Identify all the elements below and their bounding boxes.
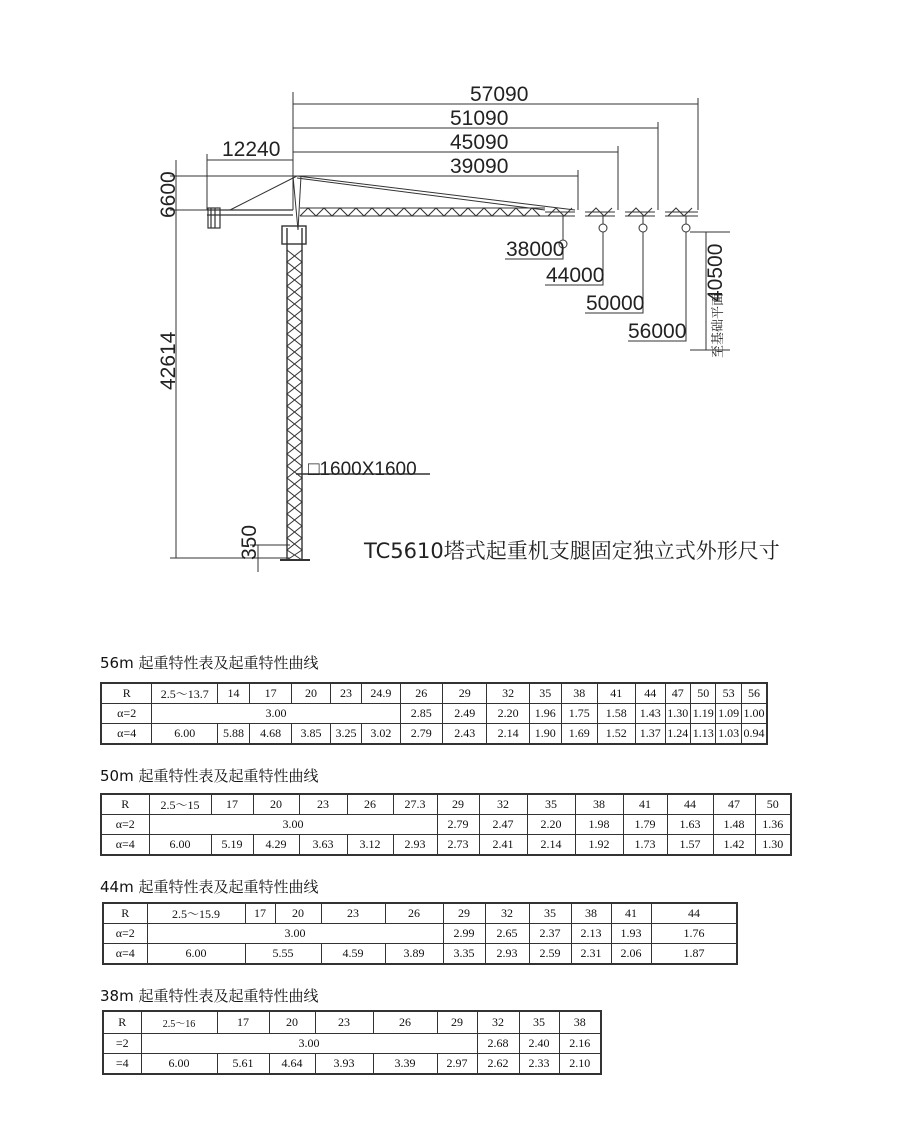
table-cell: 2.5～13.7: [152, 683, 218, 704]
table-cell: 5.55: [245, 944, 321, 965]
table-cell: 26: [400, 683, 442, 704]
table-cell: 3.93: [315, 1054, 373, 1075]
table-cell: 2.49: [442, 704, 487, 724]
table-cell: 2.85: [400, 704, 442, 724]
table-cell: α=2: [101, 704, 152, 724]
table-cell: 1.00: [741, 704, 767, 724]
table-cell: α=2: [101, 815, 149, 835]
table-cell: 2.20: [487, 704, 529, 724]
table-cell-merged: 3.00: [149, 815, 437, 835]
table-cell: 1.58: [597, 704, 635, 724]
dim-39090: 39090: [450, 155, 509, 178]
table-cell: 29: [442, 683, 487, 704]
table-cell: 4.59: [321, 944, 385, 965]
table-row: [101, 835, 791, 856]
table-cell: 3.12: [347, 835, 393, 856]
table-cell: 2.5～15: [149, 794, 211, 815]
table-cell: α=4: [101, 724, 152, 745]
table-cell: 1.30: [665, 704, 690, 724]
table-cell: 20: [253, 794, 299, 815]
table-cell-merged: 3.00: [141, 1034, 477, 1054]
table-cell: 17: [245, 903, 275, 924]
table-cell: 2.20: [527, 815, 575, 835]
table-cell: 26: [385, 903, 443, 924]
table-cell: 5.61: [217, 1054, 269, 1075]
dim-40500: 40500: [704, 243, 727, 302]
table-cell: 44: [635, 683, 665, 704]
table-cell: 29: [437, 1011, 477, 1034]
table-cell: 1.37: [635, 724, 665, 745]
table-cell: 1.69: [561, 724, 597, 745]
table-cell: 1.09: [716, 704, 741, 724]
table-cell: 2.43: [442, 724, 487, 745]
dim-56000: 56000: [628, 320, 687, 343]
table-cell: R: [103, 903, 147, 924]
table-cell: 14: [218, 683, 250, 704]
load-table-56m: [100, 682, 768, 745]
table-cell: 38: [559, 1011, 601, 1034]
table-row: [103, 1034, 601, 1054]
table-cell: 2.93: [393, 835, 437, 856]
table-cell: 4.29: [253, 835, 299, 856]
table-cell: 3.89: [385, 944, 443, 965]
table-cell: 2.65: [485, 924, 529, 944]
table-cell: 50: [755, 794, 791, 815]
table-cell: 41: [597, 683, 635, 704]
table-cell: 1.93: [611, 924, 651, 944]
table-cell: 3.63: [299, 835, 347, 856]
table-cell: 44: [667, 794, 713, 815]
table-cell: 5.88: [218, 724, 250, 745]
table-cell: 32: [477, 1011, 519, 1034]
load-table-44m: [102, 902, 738, 965]
dim-350: 350: [238, 524, 261, 560]
table-cell: 2.13: [571, 924, 611, 944]
table-cell: R: [101, 794, 149, 815]
table-cell: 1.73: [623, 835, 667, 856]
table-row: [103, 1054, 601, 1075]
table-cell: 17: [249, 683, 291, 704]
table-cell: 27.3: [393, 794, 437, 815]
table-cell: 1.96: [529, 704, 561, 724]
table-cell: 3.85: [292, 724, 330, 745]
table-cell: 2.97: [437, 1054, 477, 1075]
table-cell: 2.59: [529, 944, 571, 965]
dim-6600: 6600: [157, 171, 180, 218]
table-cell: 2.14: [527, 835, 575, 856]
table-cell: 17: [211, 794, 253, 815]
dim-51090: 51090: [450, 107, 509, 130]
table-cell-merged: 3.00: [147, 924, 443, 944]
table-cell: 1.75: [561, 704, 597, 724]
table-cell: R: [101, 683, 152, 704]
table-cell: 1.30: [755, 835, 791, 856]
dim-12240: 12240: [222, 138, 281, 161]
table-row: [103, 903, 737, 924]
table-50m-title: 50m 起重特性表及起重特性曲线: [100, 767, 319, 785]
table-row: [103, 1011, 601, 1034]
table-cell: 1.79: [623, 815, 667, 835]
table-cell: 20: [275, 903, 321, 924]
table-cell: 38: [575, 794, 623, 815]
table-cell: 35: [527, 794, 575, 815]
table-cell: α=2: [103, 924, 147, 944]
table-cell: 2.5～15.9: [147, 903, 245, 924]
table-cell: 32: [485, 903, 529, 924]
table-row: [103, 924, 737, 944]
table-cell: 6.00: [147, 944, 245, 965]
table-cell: =2: [103, 1034, 141, 1054]
table-cell: 1.13: [691, 724, 716, 745]
table-cell: 20: [269, 1011, 315, 1034]
table-cell: 2.47: [479, 815, 527, 835]
table-cell: 2.40: [519, 1034, 559, 1054]
table-cell: 2.06: [611, 944, 651, 965]
table-cell: R: [103, 1011, 141, 1034]
dim-right-label: 至基础平面: [711, 292, 726, 358]
table-cell: 4.64: [269, 1054, 315, 1075]
table-cell: 32: [487, 683, 529, 704]
table-cell: 2.79: [400, 724, 442, 745]
table-cell: 2.16: [559, 1034, 601, 1054]
table-cell: 23: [315, 1011, 373, 1034]
table-cell: 2.93: [485, 944, 529, 965]
table-cell: 44: [651, 903, 737, 924]
table-cell: 2.62: [477, 1054, 519, 1075]
table-cell: 56: [741, 683, 767, 704]
table-cell: 1.24: [665, 724, 690, 745]
table-cell: 1.36: [755, 815, 791, 835]
table-cell: 1.90: [529, 724, 561, 745]
table-cell: 47: [665, 683, 690, 704]
dim-base-section: □1600X1600: [308, 459, 417, 480]
table-cell: 2.68: [477, 1034, 519, 1054]
table-cell: 29: [437, 794, 479, 815]
table-row: [103, 944, 737, 965]
table-cell: 23: [299, 794, 347, 815]
dim-57090: 57090: [470, 83, 529, 106]
table-cell: 1.19: [691, 704, 716, 724]
table-cell: 5.19: [211, 835, 253, 856]
table-cell: 2.73: [437, 835, 479, 856]
dim-45090: 45090: [450, 131, 509, 154]
table-cell: 2.5～16: [141, 1011, 217, 1034]
table-cell: 1.43: [635, 704, 665, 724]
dim-50000: 50000: [586, 292, 645, 315]
load-table-50m: [100, 793, 792, 856]
table-cell: 1.52: [597, 724, 635, 745]
table-cell: 3.39: [373, 1054, 437, 1075]
table-cell: 29: [443, 903, 485, 924]
table-cell: 1.98: [575, 815, 623, 835]
table-cell: 2.99: [443, 924, 485, 944]
table-cell: 2.14: [487, 724, 529, 745]
table-cell: 6.00: [152, 724, 218, 745]
table-cell: α=4: [103, 944, 147, 965]
table-cell: 1.57: [667, 835, 713, 856]
table-cell: 2.10: [559, 1054, 601, 1075]
table-row: [101, 683, 767, 704]
table-cell: 2.79: [437, 815, 479, 835]
table-cell: 0.94: [741, 724, 767, 745]
table-cell: 2.37: [529, 924, 571, 944]
table-cell: 23: [321, 903, 385, 924]
table-cell: 50: [691, 683, 716, 704]
table-56m-title: 56m 起重特性表及起重特性曲线: [100, 654, 319, 672]
load-table-38m: [102, 1010, 602, 1075]
dim-44000: 44000: [546, 264, 605, 287]
table-cell: 1.63: [667, 815, 713, 835]
table-cell: 1.42: [713, 835, 755, 856]
table-44m-title: 44m 起重特性表及起重特性曲线: [100, 878, 319, 896]
table-cell: 1.03: [716, 724, 741, 745]
table-cell: 4.68: [249, 724, 291, 745]
drawing-caption: TC5610塔式起重机支腿固定独立式外形尺寸: [364, 539, 780, 563]
table-cell: 1.92: [575, 835, 623, 856]
table-cell: 3.02: [362, 724, 400, 745]
dim-38000: 38000: [506, 238, 565, 261]
table-cell: 1.76: [651, 924, 737, 944]
table-cell: 47: [713, 794, 755, 815]
table-cell: 6.00: [141, 1054, 217, 1075]
table-cell: 3.35: [443, 944, 485, 965]
table-cell: 1.87: [651, 944, 737, 965]
table-row: [101, 794, 791, 815]
table-cell: 26: [347, 794, 393, 815]
table-cell: 6.00: [149, 835, 211, 856]
table-cell: 38: [571, 903, 611, 924]
table-cell: 1.48: [713, 815, 755, 835]
table-cell: 2.41: [479, 835, 527, 856]
table-cell: 35: [529, 903, 571, 924]
table-cell: 26: [373, 1011, 437, 1034]
table-cell: 2.33: [519, 1054, 559, 1075]
table-cell: 17: [217, 1011, 269, 1034]
table-38m-title: 38m 起重特性表及起重特性曲线: [100, 987, 319, 1005]
table-cell-merged: 3.00: [152, 704, 400, 724]
table-cell: 35: [519, 1011, 559, 1034]
table-cell: 24.9: [362, 683, 400, 704]
table-cell: 20: [292, 683, 330, 704]
table-cell: 41: [623, 794, 667, 815]
table-cell: 3.25: [330, 724, 362, 745]
table-cell: 23: [330, 683, 362, 704]
table-cell: =4: [103, 1054, 141, 1075]
dim-42614: 42614: [157, 331, 180, 390]
table-row: [101, 815, 791, 835]
table-cell: 2.31: [571, 944, 611, 965]
table-cell: 32: [479, 794, 527, 815]
table-row: [101, 724, 767, 745]
table-row: [101, 704, 767, 724]
table-cell: 53: [716, 683, 741, 704]
table-cell: 35: [529, 683, 561, 704]
table-cell: α=4: [101, 835, 149, 856]
table-cell: 38: [561, 683, 597, 704]
table-cell: 41: [611, 903, 651, 924]
